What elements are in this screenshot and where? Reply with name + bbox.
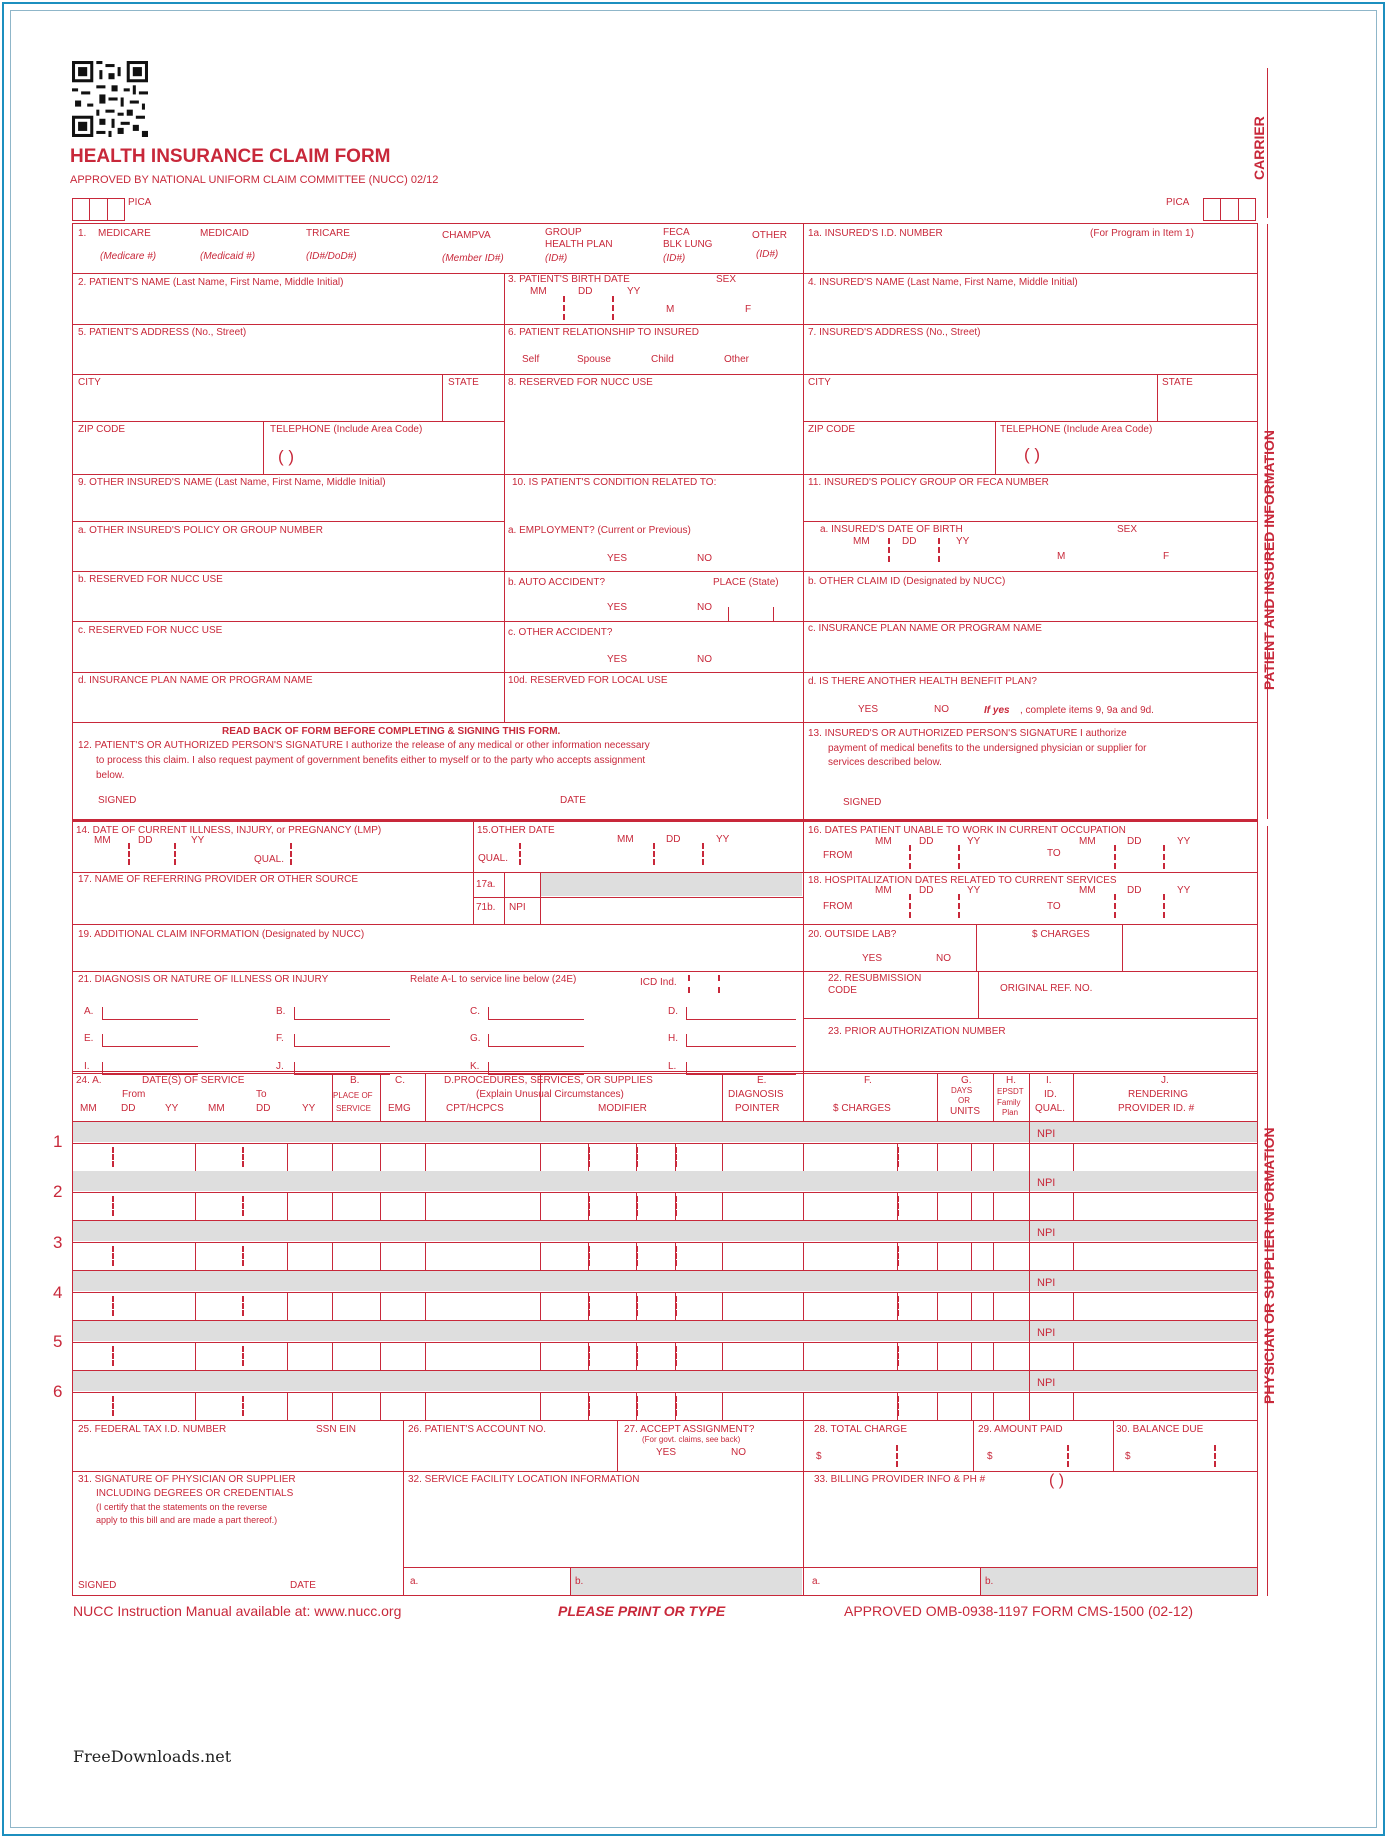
billing-phone-field[interactable]: ( ) xyxy=(1049,1472,1065,1489)
line24-header-label: I. xyxy=(1046,1075,1052,1086)
line24-header-label: RENDERING xyxy=(1128,1089,1189,1100)
amount-paid-field[interactable] xyxy=(998,1444,1108,1468)
diagnosis-letter: E. xyxy=(84,1033,94,1044)
additional-claim-info-field[interactable] xyxy=(78,946,798,968)
line24-header-label: Plan xyxy=(1002,1108,1019,1117)
diagnosis-letter: D. xyxy=(668,1006,678,1017)
please-print: PLEASE PRINT OR TYPE xyxy=(558,1603,726,1619)
medicaid-option[interactable]: MEDICAID xyxy=(200,228,249,239)
patient-address-label: 5. PATIENT'S ADDRESS (No., Street) xyxy=(78,327,247,338)
tricare-option[interactable]: TRICARE xyxy=(306,228,350,239)
sex-m[interactable]: M xyxy=(666,304,675,315)
insured-name-field[interactable] xyxy=(808,295,1248,321)
line24-header-label: PROVIDER ID. # xyxy=(1118,1103,1195,1114)
insured-address-label: 7. INSURED'S ADDRESS (No., Street) xyxy=(808,327,981,338)
line24-header-label: MM xyxy=(208,1103,225,1114)
diagnosis-letter: L. xyxy=(668,1061,677,1072)
patient-name-field[interactable] xyxy=(78,295,498,321)
insured-id-label: 1a. INSURED'S I.D. NUMBER xyxy=(808,228,943,239)
diagnosis-letter: J. xyxy=(276,1061,284,1072)
referring-provider-field[interactable] xyxy=(78,892,468,920)
place-state-field[interactable] xyxy=(728,607,774,622)
service-line-row[interactable] xyxy=(73,1343,1257,1369)
insured-name-label: 4. INSURED'S NAME (Last Name, First Name, Middle Initial) xyxy=(808,277,1078,288)
patient-signature-field[interactable] xyxy=(150,790,540,812)
feca-option[interactable]: FECA xyxy=(663,227,690,238)
medicare-option[interactable]: MEDICARE xyxy=(98,228,151,239)
form-title: HEALTH INSURANCE CLAIM FORM xyxy=(70,146,391,167)
line24-header-label: From xyxy=(122,1089,146,1100)
line24-header-label: PLACE OF xyxy=(333,1091,373,1100)
service-line-row[interactable] xyxy=(73,1144,1257,1170)
service-line-number: 6 xyxy=(53,1382,63,1401)
diagnosis-letter: G. xyxy=(470,1033,481,1044)
birth-date-label: 3. PATIENT'S BIRTH DATE xyxy=(508,274,630,285)
diagnosis-code-field[interactable] xyxy=(488,1046,584,1047)
line24-header-label: POINTER xyxy=(735,1103,780,1114)
service-line-row[interactable] xyxy=(73,1193,1257,1219)
patient-phone-field[interactable]: ( ) xyxy=(278,447,295,466)
line24-header-label: C. xyxy=(395,1075,405,1086)
diagnosis-code-field[interactable] xyxy=(294,1046,390,1047)
line24-header-label: DD xyxy=(121,1103,136,1114)
diagnosis-letter: I. xyxy=(84,1061,90,1072)
champva-option[interactable]: CHAMPVA xyxy=(442,230,491,241)
line24-header-label: ID. xyxy=(1044,1089,1057,1100)
physician-side-label: PHYSICIAN OR SUPPLIER INFORMATION xyxy=(1261,1127,1277,1404)
npi-label: NPI xyxy=(1037,1177,1056,1189)
service-line-shaded xyxy=(73,1371,1257,1391)
sex-f[interactable]: F xyxy=(745,304,752,315)
watermark: FreeDownloads.net xyxy=(73,1747,232,1766)
approved-line: APPROVED BY NATIONAL UNIFORM CLAIM COMMITTEE (NUCC) 02/12 xyxy=(70,174,439,186)
line24-header-label: F. xyxy=(864,1075,872,1086)
diagnosis-letter: F. xyxy=(276,1033,284,1044)
diagnosis-code-field[interactable] xyxy=(102,1046,198,1047)
pica-box-left[interactable] xyxy=(72,198,125,221)
line24-header-label: UNITS xyxy=(950,1106,980,1117)
line24-header-label: Family xyxy=(997,1098,1021,1107)
insured-signature-field[interactable] xyxy=(900,790,1240,812)
npi-label: NPI xyxy=(1037,1327,1056,1339)
service-line-row[interactable] xyxy=(73,1393,1257,1419)
other-accident-yes[interactable]: YES xyxy=(607,654,628,665)
service-facility-field[interactable] xyxy=(408,1492,798,1564)
npi-label: NPI xyxy=(1037,1128,1056,1140)
patient-account-field[interactable] xyxy=(408,1442,612,1466)
line24-header-label: SERVICE xyxy=(336,1104,371,1113)
diagnosis-letter: K. xyxy=(470,1061,480,1072)
billing-provider-field[interactable] xyxy=(808,1492,1248,1564)
line24-header-label: B. xyxy=(350,1075,360,1086)
line24-header-label: $ CHARGES xyxy=(833,1103,891,1114)
line24-header-label: MM xyxy=(80,1103,97,1114)
line24-header-label: OR xyxy=(958,1096,970,1105)
service-line-number: 2 xyxy=(53,1182,63,1201)
accept-assignment-no[interactable]: NO xyxy=(731,1447,746,1458)
qr-code xyxy=(72,60,148,138)
npi-label: NPI xyxy=(1037,1277,1056,1289)
line24-header-label: CPT/HCPCS xyxy=(446,1103,504,1114)
outside-lab-yes[interactable]: YES xyxy=(862,953,883,964)
service-line-shaded xyxy=(73,1271,1257,1291)
line24-header-label: QUAL. xyxy=(1035,1103,1066,1114)
omb-approval: APPROVED OMB-0938-1197 FORM CMS-1500 (02-12) xyxy=(844,1603,1194,1619)
line24-header-label: DATE(S) OF SERVICE xyxy=(142,1075,245,1086)
insured-address-field[interactable] xyxy=(808,345,1248,371)
other-accident-no[interactable]: NO xyxy=(697,654,712,665)
another-plan-yes[interactable]: YES xyxy=(858,704,879,715)
diagnosis-letter: C. xyxy=(470,1006,480,1017)
line24-header-label: G. xyxy=(961,1075,972,1086)
pica-label-right: PICA xyxy=(1166,197,1190,208)
relationship-other[interactable]: Other xyxy=(724,354,750,365)
service-line-number: 3 xyxy=(53,1233,63,1252)
line24-header-label: YY xyxy=(302,1103,316,1114)
patient-address-field[interactable] xyxy=(78,345,498,371)
diagnosis-code-field[interactable] xyxy=(686,1046,796,1047)
relationship-spouse[interactable]: Spouse xyxy=(577,354,611,365)
line24-header-label: D.PROCEDURES, SERVICES, OR SUPPLIES xyxy=(444,1075,653,1086)
accept-assignment-yes[interactable]: YES xyxy=(656,1447,677,1458)
service-line-row[interactable] xyxy=(73,1243,1257,1269)
pica-label-left: PICA xyxy=(128,197,152,208)
auto-accident-yes[interactable]: YES xyxy=(607,602,628,613)
patient-city-label: CITY xyxy=(78,377,101,388)
line24-header-label: E. xyxy=(757,1075,767,1086)
service-line-number: 5 xyxy=(53,1332,63,1351)
prior-authorization-field[interactable] xyxy=(808,1044,1248,1068)
service-line-shaded xyxy=(73,1122,1257,1142)
carrier-arrow xyxy=(1267,68,1268,218)
line24-header-label: 24. A. xyxy=(76,1075,102,1086)
line24-header-label: EMG xyxy=(388,1103,411,1114)
diagnosis-letter: B. xyxy=(276,1006,286,1017)
group-health-option[interactable]: GROUP xyxy=(545,227,582,238)
diagnosis-code-field[interactable] xyxy=(294,1019,390,1020)
nucc-manual-link[interactable]: NUCC Instruction Manual available at: www.nucc.org xyxy=(73,1603,402,1619)
service-line-row[interactable] xyxy=(73,1293,1257,1319)
service-line-shaded xyxy=(73,1221,1257,1241)
employment-no[interactable]: NO xyxy=(697,553,712,564)
pica-box-right[interactable] xyxy=(1203,198,1256,221)
diagnosis-letter: A. xyxy=(84,1006,94,1017)
carrier-label: CARRIER xyxy=(1251,116,1267,180)
auto-accident-no[interactable]: NO xyxy=(697,602,712,613)
balance-due-field[interactable] xyxy=(1136,1444,1252,1468)
federal-tax-id-field[interactable] xyxy=(78,1442,398,1466)
diagnosis-code-field[interactable] xyxy=(294,1074,390,1075)
line24-header-label: MODIFIER xyxy=(598,1103,647,1114)
service-line-number: 1 xyxy=(53,1132,63,1151)
total-charge-field[interactable] xyxy=(828,1444,968,1468)
npi-17a-shaded xyxy=(541,873,802,896)
line24-header-label: J. xyxy=(1161,1075,1169,1086)
npi-label: NPI xyxy=(1037,1377,1056,1389)
npi-label: NPI xyxy=(1037,1227,1056,1239)
diagnosis-code-field[interactable] xyxy=(686,1074,796,1075)
line24-header-label: (Explain Unusual Circumstances) xyxy=(476,1089,624,1100)
line24-header-label: To xyxy=(256,1089,267,1100)
line24-header-label: YY xyxy=(165,1103,179,1114)
outside-lab-no[interactable]: NO xyxy=(936,953,951,964)
insured-phone-field[interactable]: ( ) xyxy=(1024,445,1041,464)
diagnosis-code-field[interactable] xyxy=(102,1019,198,1020)
physician-signature-field[interactable] xyxy=(130,1560,280,1584)
another-plan-no[interactable]: NO xyxy=(934,704,949,715)
patient-side-label: PATIENT AND INSURED INFORMATION xyxy=(1261,429,1277,690)
other-option[interactable]: OTHER xyxy=(752,230,787,241)
line24-header-label: DD xyxy=(256,1103,271,1114)
employment-yes[interactable]: YES xyxy=(607,553,628,564)
line24-header-label: DIAGNOSIS xyxy=(728,1089,784,1100)
line24-header-label: DAYS xyxy=(951,1086,973,1095)
diagnosis-code-field[interactable] xyxy=(488,1019,584,1020)
line24-header-label: EPSDT xyxy=(997,1087,1024,1096)
service-line-shaded xyxy=(73,1321,1257,1341)
referring-npi-field[interactable] xyxy=(542,899,802,922)
service-line-number: 4 xyxy=(53,1283,63,1302)
service-line-shaded xyxy=(73,1171,1257,1191)
relationship-child[interactable]: Child xyxy=(651,354,674,365)
diagnosis-code-field[interactable] xyxy=(686,1019,796,1020)
patient-name-label: 2. PATIENT'S NAME (Last Name, First Name, Middle Initial) xyxy=(78,277,344,288)
line24-header-label: H. xyxy=(1006,1075,1016,1086)
relationship-self[interactable]: Self xyxy=(522,354,540,365)
diagnosis-letter: H. xyxy=(668,1033,678,1044)
insured-city-label: CITY xyxy=(808,377,831,388)
insured-id-field[interactable] xyxy=(808,250,1248,270)
